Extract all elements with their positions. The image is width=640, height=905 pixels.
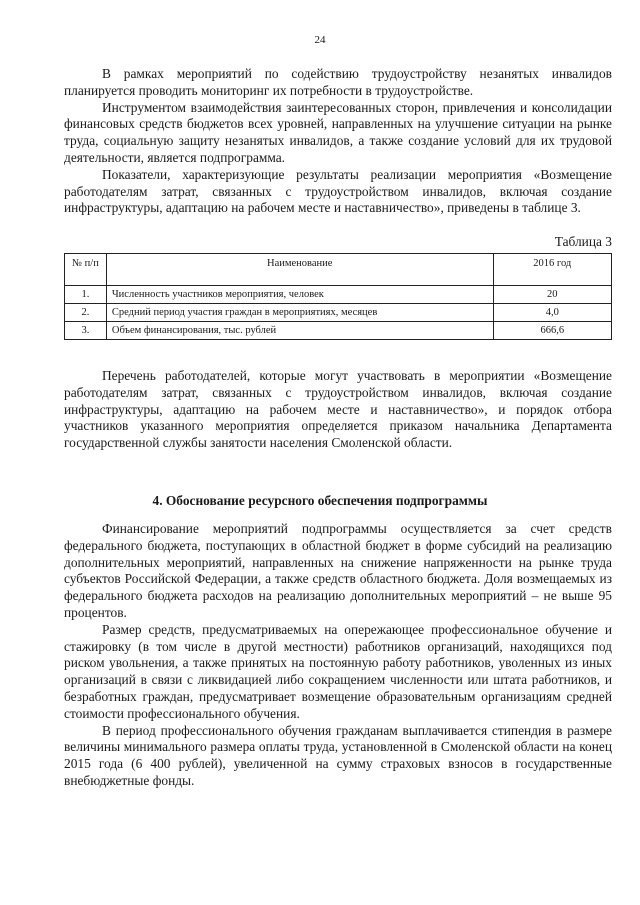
employers-text bbox=[64, 368, 612, 452]
row-value: 666,6 bbox=[493, 322, 611, 340]
header-num: № п/п bbox=[65, 254, 107, 286]
row-num: 1. bbox=[65, 286, 107, 304]
paragraph-indicators: Показатели, характеризующие результаты реализации мероприятия «Возмещение работодателям затрат, связанных с трудоустройством инвалидов, включая создание инфраструктуры, адаптацию на рабочем месте и наставничество», приведены в таблице 3. bbox=[64, 166, 612, 216]
row-value: 4,0 bbox=[493, 304, 611, 322]
paragraph-funds-size: Размер средств, предусматриваемых на опережающее профессиональное обучение и стажировку (в том числе в другой местности) работников организаций, находящихся под риском увольнения, а также принятых на постоянную работу работников, уволенных из иных организаций в связи с ликвидацией либо сокращением численности или штата работников, и безработных граждан, предусматривает возмещение образовательным организациям средней стоимости профессионального обучения. bbox=[64, 621, 612, 721]
section-heading: 4. Обоснование ресурсного обеспечения подпрограммы bbox=[152, 493, 488, 508]
table-caption: Таблица 3 bbox=[554, 234, 612, 249]
paragraph-stipend: В период профессионального обучения гражданам выплачивается стипендия в размере величины минимального размера оплаты труда, установленной в Смоленской области на конец 2015 года (6 400 рублей), увеличенной на сумму страховых взносов в государственные внебюджетные фонды. bbox=[64, 722, 612, 788]
header-year: 2016 год bbox=[493, 254, 611, 286]
table-header-row bbox=[65, 254, 612, 286]
indicators-table bbox=[64, 253, 612, 340]
paragraph-monitoring: В рамках мероприятий по содействию трудоустройству незанятых инвалидов планируется проводить мониторинг их потребности в трудоустройстве. bbox=[64, 66, 612, 98]
row-name: Объем финансирования, тыс. рублей bbox=[106, 322, 493, 340]
section-text bbox=[64, 521, 612, 790]
table-row bbox=[65, 322, 612, 340]
row-value: 20 bbox=[493, 286, 611, 304]
row-num: 2. bbox=[65, 304, 107, 322]
paragraph-employers: Перечень работодателей, которые могут участвовать в мероприятии «Возмещение работодателям затрат, связанных с трудоустройством инвалидов, включая создание инфраструктуры, адаптацию на рабочем месте и наставничество», и порядок отбора участников указанного мероприятия определяется приказом начальника Департамента государственной службы занятости населения Смоленской области. bbox=[64, 368, 612, 451]
table-row bbox=[65, 286, 612, 304]
row-num: 3. bbox=[65, 322, 107, 340]
header-name: Наименование bbox=[106, 254, 493, 286]
paragraph-financing: Финансирование мероприятий подпрограммы осуществляется за счет средств федерального бюджета, поступающих в областной бюджет в форме субсидий на реализацию дополнительных мероприятий, направленных на снижение напряженности на рынке труда субъектов Российской Федерации, а также средств областного бюджета. Доля возмещаемых из федерального бюджета расходов на реализацию дополнительных мероприятий – не выше 95 процентов. bbox=[64, 521, 612, 620]
page-number: 24 bbox=[314, 34, 326, 46]
table-row bbox=[65, 304, 612, 322]
row-name: Численность участников мероприятия, человек bbox=[106, 286, 493, 304]
intro-text bbox=[64, 66, 612, 217]
row-name: Средний период участия граждан в мероприятиях, месяцев bbox=[106, 304, 493, 322]
paragraph-instrument: Инструментом взаимодействия заинтересованных сторон, привлечения и консолидации финансовых средств бюджетов всех уровней, направленных на улучшение ситуации на рынке труда, социальную защиту незанятых инвалидов, а также создание условий для их трудовой деятельности, является подпрограмма. bbox=[64, 99, 612, 165]
